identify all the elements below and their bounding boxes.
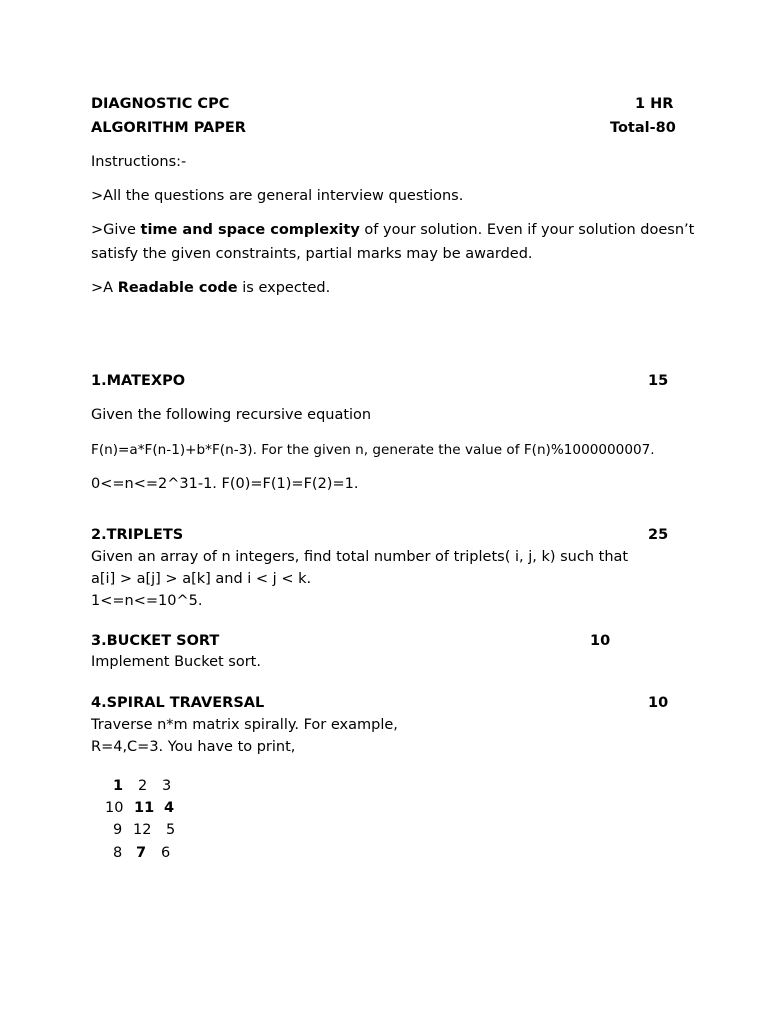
question-1-marks: 15 bbox=[648, 373, 669, 389]
instruction-line-3-post: is expected. bbox=[237, 280, 331, 296]
question-1-line-3: 0<=n<=2^31-1. F(0)=F(1)=F(2)=1. bbox=[91, 476, 359, 492]
matrix-cell: 6 bbox=[161, 845, 171, 861]
matrix-cell: 3 bbox=[162, 778, 172, 794]
question-3-title: 3.BUCKET SORT bbox=[91, 633, 220, 649]
instruction-line-3-pre: >A bbox=[91, 280, 118, 296]
matrix-cell: 12 bbox=[133, 822, 152, 838]
matrix-cell: 8 bbox=[113, 845, 123, 861]
matrix-cell: 7 bbox=[136, 845, 147, 861]
question-4-line-2: R=4,C=3. You have to print, bbox=[91, 739, 296, 755]
matrix-cell: 9 bbox=[113, 822, 123, 838]
instruction-line-1: >All the questions are general interview questions. bbox=[91, 188, 464, 204]
matrix-cell: 5 bbox=[166, 822, 176, 838]
question-1-line-1: Given the following recursive equation bbox=[91, 407, 372, 423]
instruction-line-3 bbox=[91, 278, 330, 298]
matrix-cell: 4 bbox=[164, 800, 175, 816]
question-2-marks: 25 bbox=[648, 527, 669, 543]
matrix-cell: 2 bbox=[138, 778, 148, 794]
instruction-line-2-bold: time and space complexity bbox=[140, 222, 360, 238]
paper-title: DIAGNOSTIC CPC bbox=[91, 96, 230, 112]
question-4-title: 4.SPIRAL TRAVERSAL bbox=[91, 695, 265, 711]
instruction-line-2 bbox=[91, 220, 694, 240]
question-2-line-2: a[i] > a[j] > a[k] and i < j < k. bbox=[91, 571, 312, 587]
paper-total: Total-80 bbox=[610, 120, 676, 136]
matrix-cell: 11 bbox=[134, 800, 155, 816]
paper-subtitle: ALGORITHM PAPER bbox=[91, 120, 246, 136]
instruction-line-2-continued: satisfy the given constraints, partial marks may be awarded. bbox=[91, 246, 533, 262]
question-2-title: 2.TRIPLETS bbox=[91, 527, 184, 543]
question-2-line-1: Given an array of n integers, find total number of triplets( i, j, k) such that bbox=[91, 549, 629, 565]
paper-duration: 1 HR bbox=[635, 96, 674, 112]
instructions-heading: Instructions:- bbox=[91, 154, 187, 170]
matrix-cell: 1 bbox=[113, 778, 124, 794]
question-1-line-2: F(n)=a*F(n-1)+b*F(n-3). For the given n, generate the value of F(n)%1000000007. bbox=[91, 442, 655, 458]
question-4-marks: 10 bbox=[648, 695, 669, 711]
question-3-line-1: Implement Bucket sort. bbox=[91, 654, 261, 670]
instruction-line-2-pre: >Give bbox=[91, 222, 141, 238]
question-3-marks: 10 bbox=[590, 633, 611, 649]
instruction-line-3-bold: Readable code bbox=[117, 280, 238, 296]
matrix-cell: 10 bbox=[105, 800, 124, 816]
question-4-line-1: Traverse n*m matrix spirally. For example, bbox=[91, 717, 398, 733]
question-1-title: 1.MATEXPO bbox=[91, 373, 186, 389]
question-2-line-3: 1<=n<=10^5. bbox=[91, 593, 203, 609]
instruction-line-2-post: of your solution. Even if your solution doesn’t bbox=[359, 222, 695, 238]
